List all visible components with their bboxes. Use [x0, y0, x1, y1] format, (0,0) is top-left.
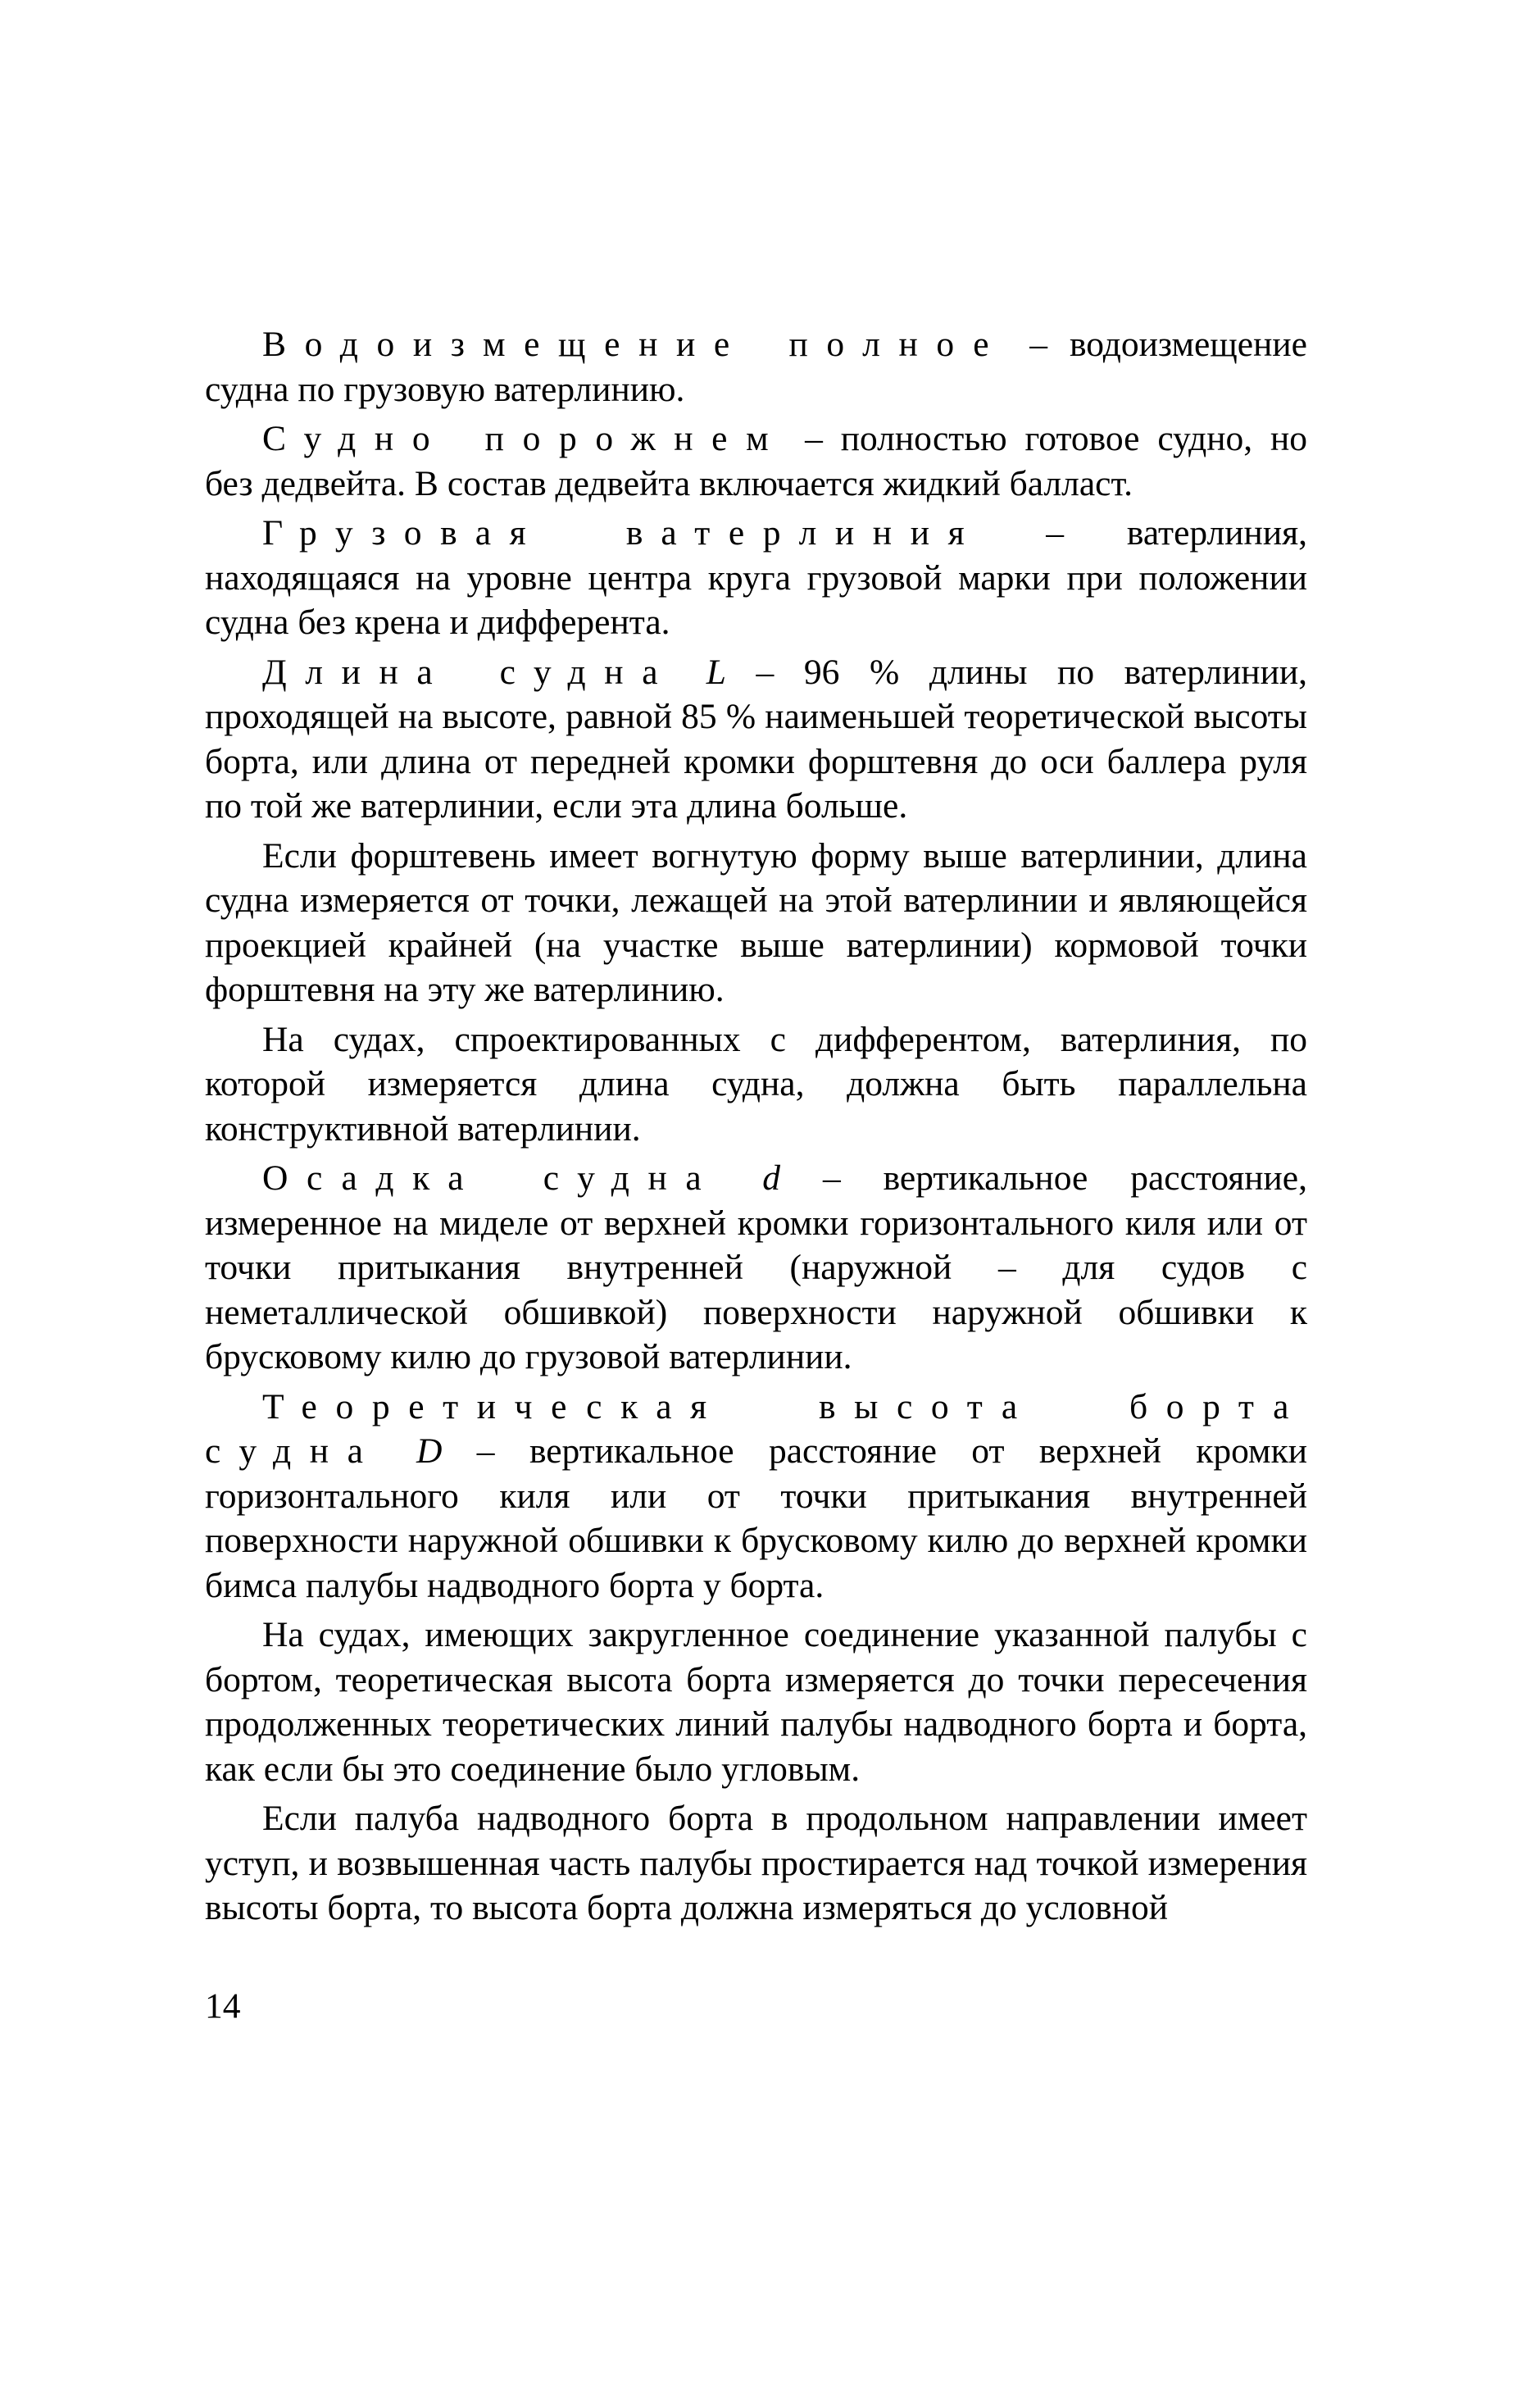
term-displacement-full: Водоизмещение полное [262, 325, 1008, 364]
definition-text: – полностью готовое судно, но без дедвейта. В состав дедвейта включается жидкий балласт. [205, 419, 1307, 503]
paragraph-trim-design [205, 1017, 1307, 1152]
body-text: Если палуба надводного борта в продольном направлении имеет уступ, и возвышенная часть палубы простирается над точкой измерения высоты борта, то высота борта должна измеряться до условной [205, 1799, 1307, 1927]
term-lightship: Судно порожнем [262, 419, 788, 458]
symbol-draught: d [762, 1158, 781, 1198]
body-text: Если форштевень имеет вогнутую форму выше ватерлинии, длина судна измеряется от точки, лежащей на этой ватерлинии и являющейся проекцией крайней (на участке выше ватерлинии) кормовой точки форштевня на эту же ватерлинию. [205, 835, 1307, 1009]
page-body [205, 322, 1307, 1936]
term-load-waterline: Грузовая ватерлиния [262, 513, 984, 553]
definition-text: – 96 % длины по ватерлинии, проходящей на высоте, равной 85 % наименьшей теоретической высоты борта, или длина от передней кромки форштевня до оси баллера руля по той же ватерлинии, если эта длина больше. [205, 652, 1308, 826]
paragraph-rounded-gunwale [205, 1613, 1307, 1791]
paragraph-load-waterline [205, 511, 1307, 645]
paragraph-concave-stem [205, 834, 1307, 1012]
paragraph-moulded-depth [205, 1385, 1307, 1608]
body-text: На судах, спроектированных с дифферентом, ватерлиния, по которой измеряется длина судна, должна быть параллельна конструктивной ватерлинии. [205, 1019, 1307, 1149]
symbol-length: L [706, 652, 726, 692]
definition-text: – ватерлиния, находящаяся на уровне центра круга грузовой марки при положении судна без крена и дифферента. [205, 513, 1307, 642]
term-draught: Осадка судна [262, 1158, 720, 1198]
paragraph-lightship [205, 416, 1307, 506]
paragraph-draught [205, 1156, 1307, 1380]
symbol-depth: D [416, 1431, 443, 1471]
body-text: На судах, имеющих закругленное соединение указанной палубы с бортом, теоретическая высота борта измеряется до точки пересечения продолженных теоретических линий палубы надводного борта и борта, как если бы это соединение было угловым. [205, 1615, 1307, 1789]
definition-text: – водоизмещение судна по грузовую ватерлинию. [205, 325, 1307, 409]
paragraph-stepped-deck [205, 1796, 1307, 1931]
term-moulded-depth: Теоретическая высота борта судна [205, 1386, 1307, 1471]
definition-text: – вертикальное расстояние от верхней кромки горизонтального киля или от точки притыкания внутренней поверхности наружной обшивки к брусковому килю до верхней кромки бимса палубы надводного борта у борта. [205, 1431, 1307, 1605]
page-number: 14 [205, 1986, 241, 2026]
term-ship-length: Длина судна [262, 652, 677, 692]
paragraph-ship-length [205, 650, 1307, 829]
definition-text: – вертикальное расстояние, измеренное на миделе от верхней кромки горизонтального киля или от точки притыкания внутренней (наружной – для судов с неметаллической обшивкой) поверхности наружной обшивки к брусковому килю до грузовой ватерлинии. [205, 1158, 1307, 1376]
paragraph-displacement-full [205, 322, 1307, 412]
